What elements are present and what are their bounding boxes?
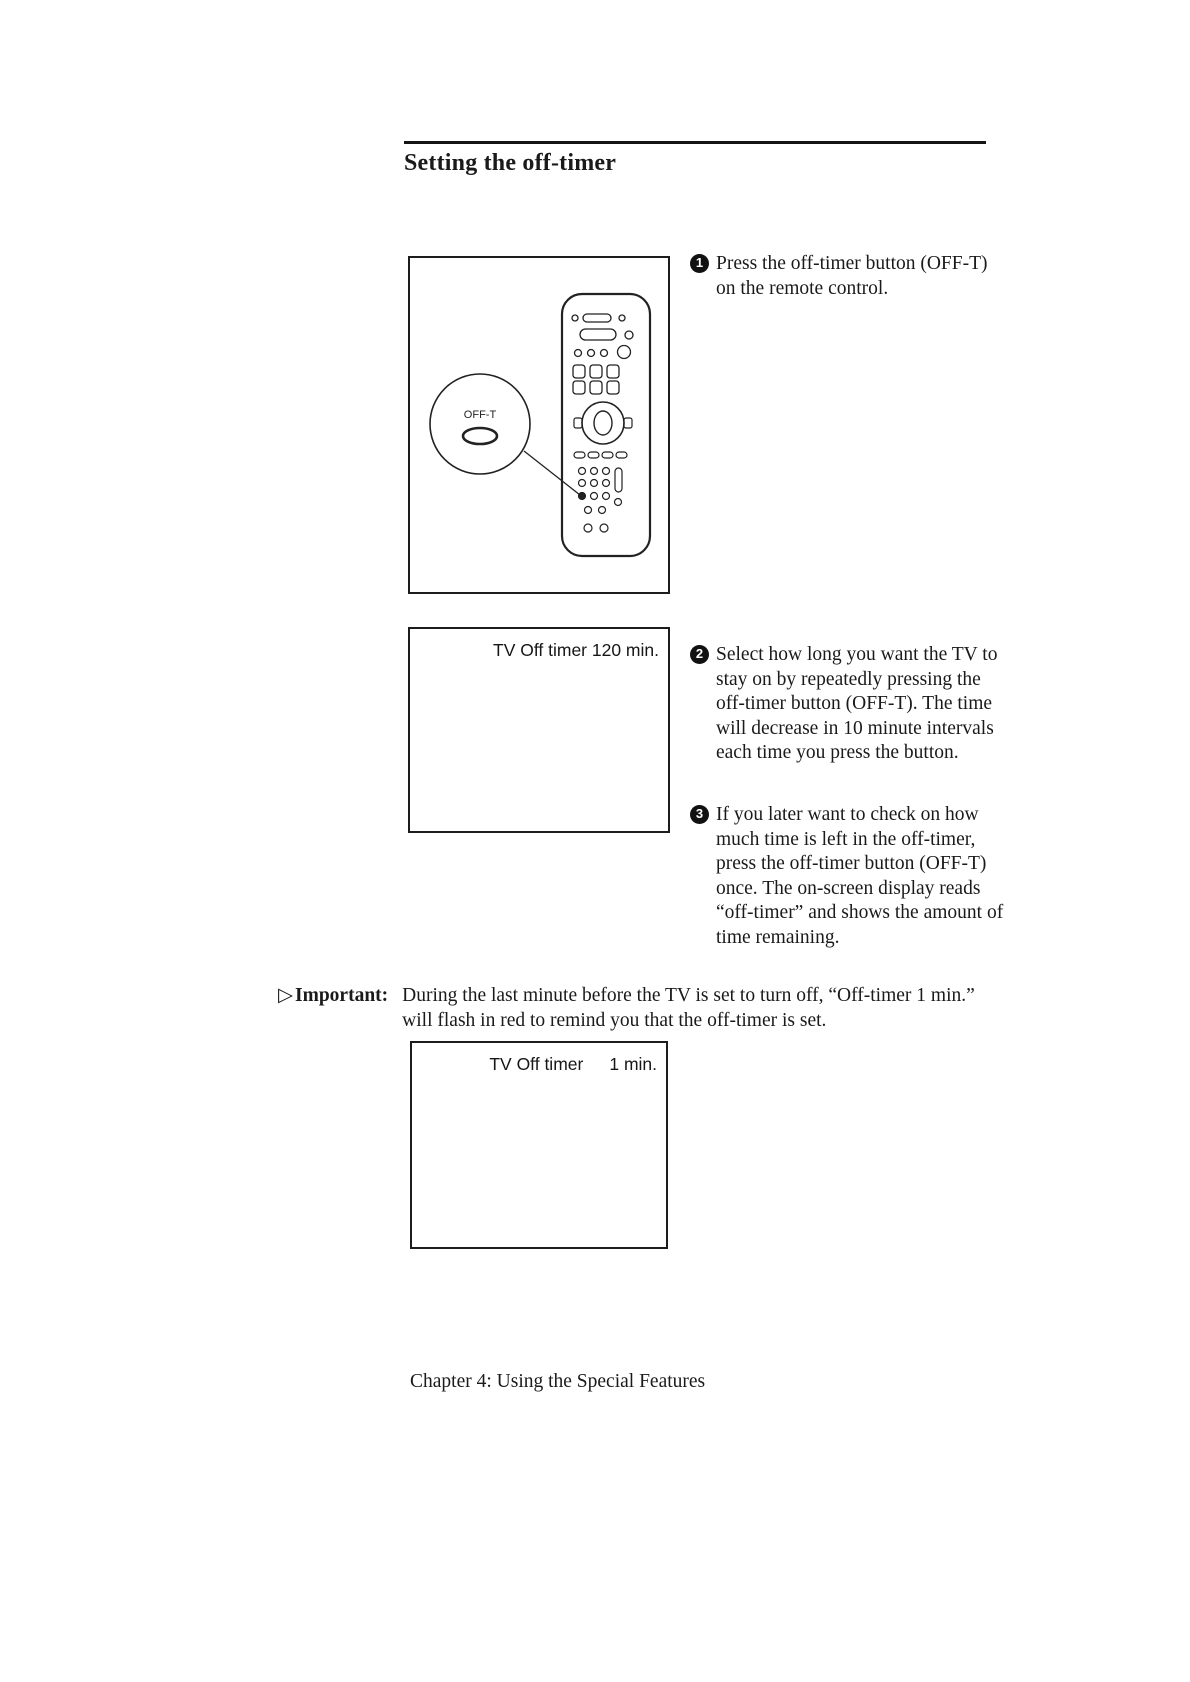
important-label-text: Important: bbox=[295, 985, 389, 1006]
tv-screen-1min-value: 1 min. bbox=[609, 1054, 657, 1074]
step-2 bbox=[690, 643, 1012, 766]
tv-screen-box-1min bbox=[410, 1041, 668, 1249]
step-1-badge: 1 bbox=[690, 254, 709, 273]
page-title: Setting the off-timer bbox=[404, 150, 617, 176]
important-note bbox=[278, 983, 1008, 1033]
step-1 bbox=[690, 252, 998, 301]
important-marker-icon: ▷ bbox=[278, 985, 293, 1006]
magnifier-offt-label: OFF-T bbox=[463, 409, 497, 421]
tv-screen-text-1min bbox=[412, 1043, 666, 1075]
step-3-text: If you later want to check on how much time is left in the off-timer, press the off-timer button (OFF-T) once. The on-screen display reads “off-timer” and shows the amount of time remaining. bbox=[716, 804, 1004, 948]
important-label bbox=[278, 983, 388, 1008]
important-text: During the last minute before the TV is set to turn off, “Off-timer 1 min.” will flash in red to remind you that the off-timer is set. bbox=[402, 985, 975, 1031]
remote-illustration bbox=[410, 258, 668, 592]
tv-screen-text-120: TV Off timer 120 min. bbox=[493, 640, 659, 660]
remote-illustration-box bbox=[408, 256, 670, 594]
remote-body bbox=[562, 294, 650, 556]
step-3-badge: 3 bbox=[690, 805, 709, 824]
step-2-text: Select how long you want the TV to stay on by repeatedly pressing the off-timer button (OFF-T). The time will decrease in 10 minute intervals each time you press the button. bbox=[716, 644, 998, 764]
magnified-offt-button bbox=[463, 428, 497, 444]
step-2-badge: 2 bbox=[690, 645, 709, 664]
heading-divider bbox=[404, 141, 986, 144]
step-3 bbox=[690, 803, 1012, 951]
step-1-text: Press the off-timer button (OFF-T) on the remote control. bbox=[716, 253, 988, 299]
tv-screen-1min-label: TV Off timer bbox=[489, 1054, 584, 1074]
magnifier-circle bbox=[430, 374, 530, 474]
remote-offt-button bbox=[579, 493, 586, 500]
chapter-footer: Chapter 4: Using the Special Features bbox=[410, 1371, 706, 1392]
tv-screen-box-120 bbox=[408, 627, 670, 833]
